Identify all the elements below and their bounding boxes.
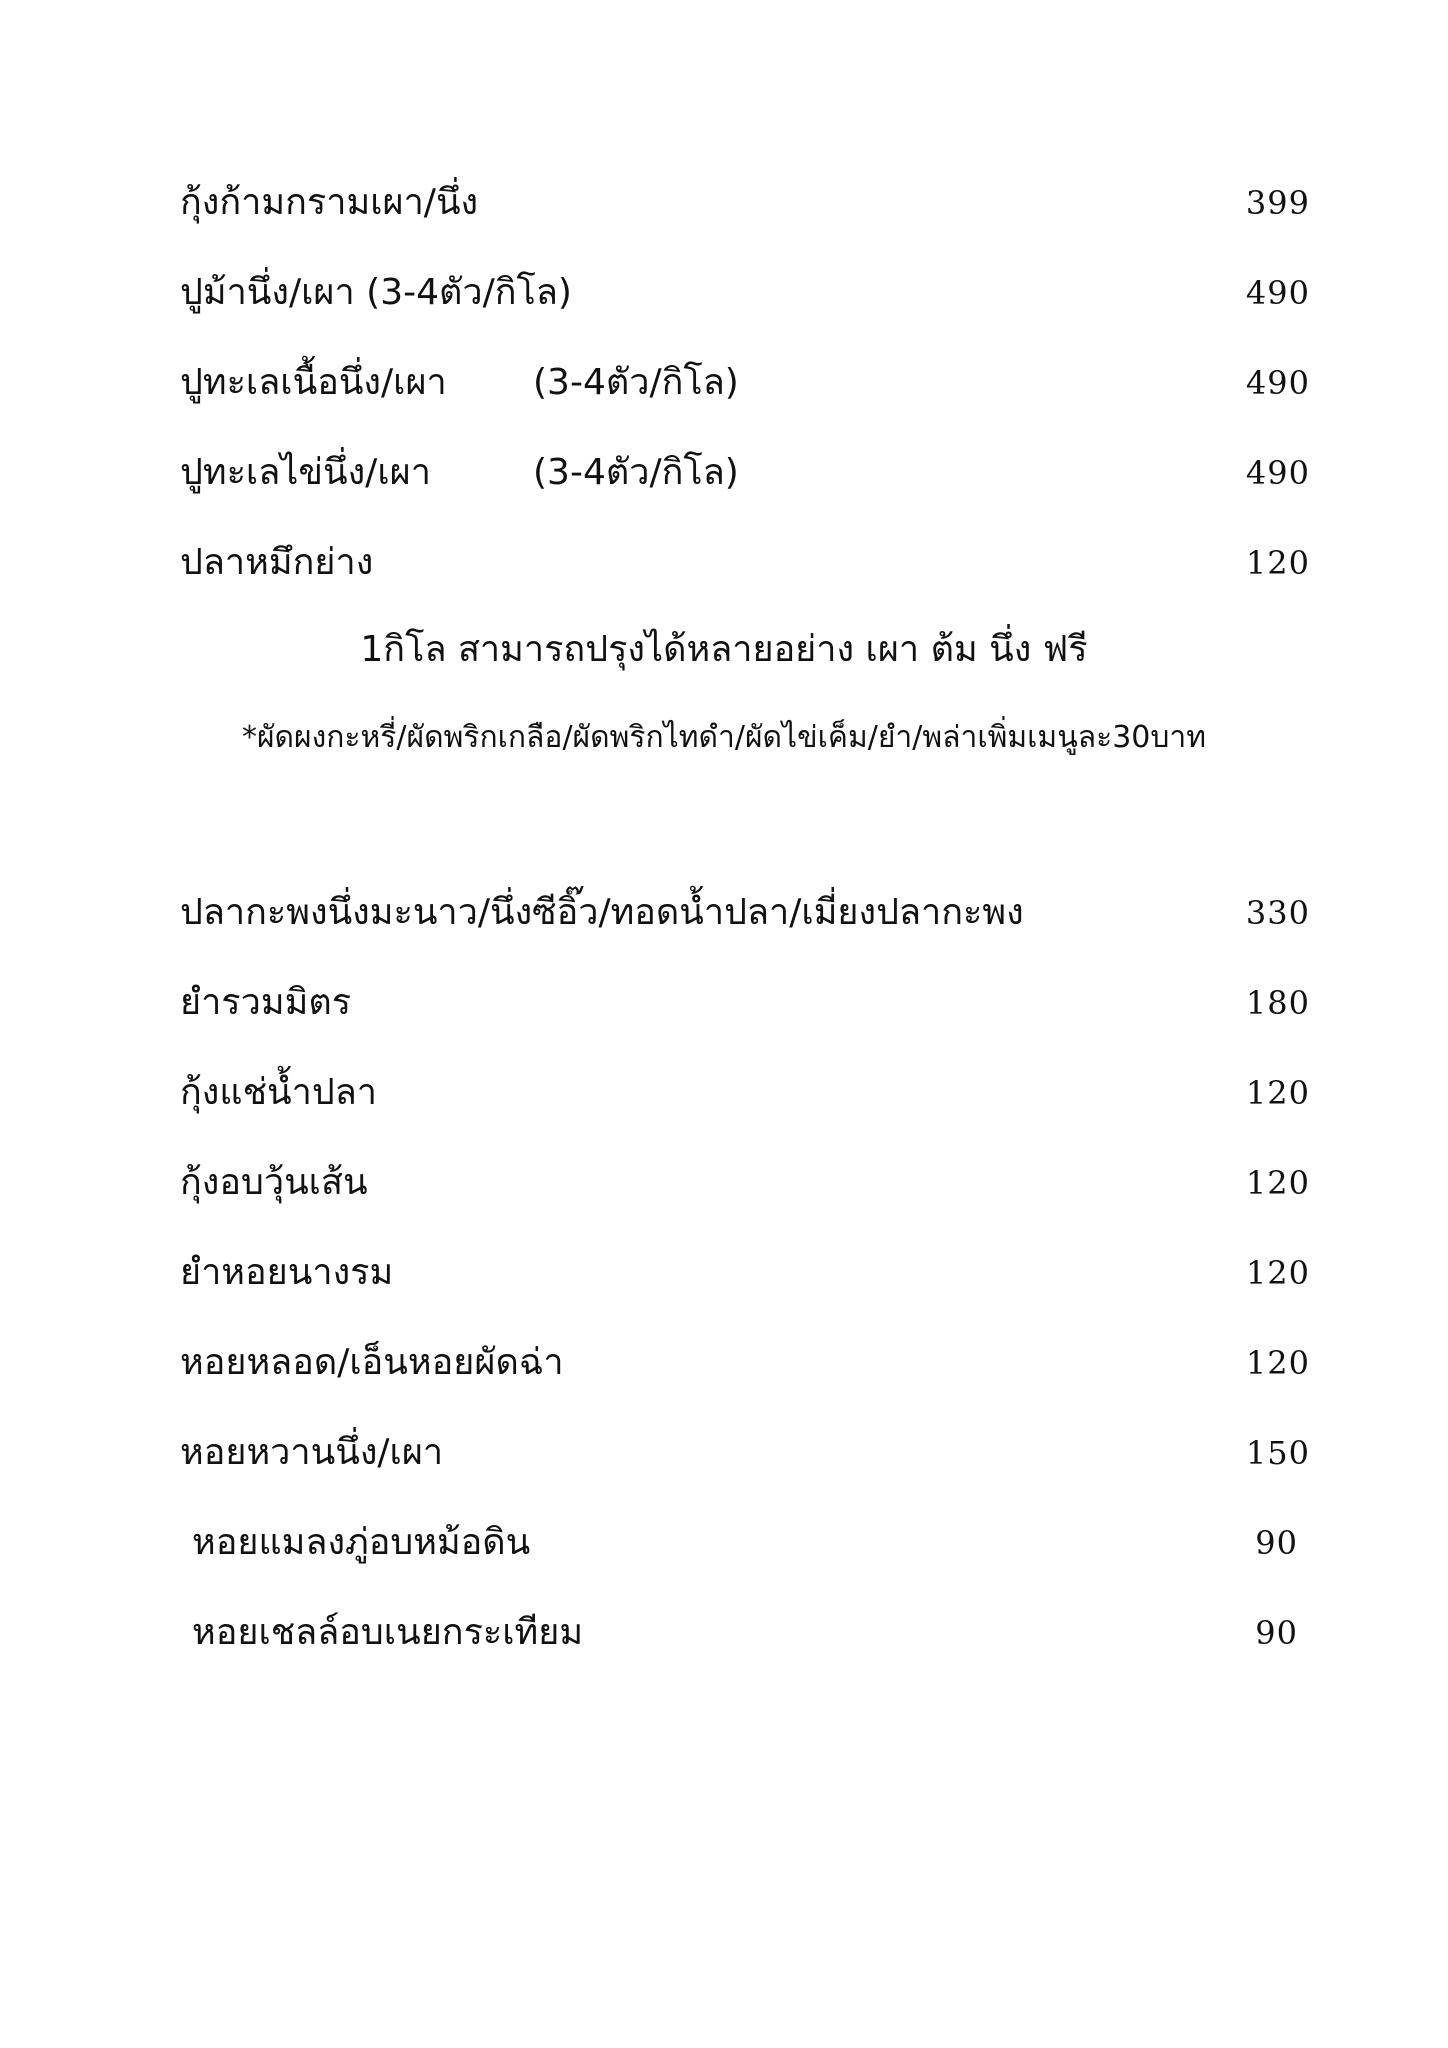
menu-item: [180, 973, 1310, 1033]
menu-item: [180, 1513, 1310, 1573]
menu-item: [180, 1423, 1310, 1483]
menu-item-price: 490: [1245, 274, 1310, 312]
menu-item-name: ปลาหมึกย่าง: [180, 542, 374, 583]
menu-item: [180, 263, 1310, 323]
menu-item: [180, 533, 1310, 593]
menu-item-price: 120: [1245, 1344, 1310, 1382]
menu-item: [180, 1333, 1310, 1393]
menu-item: [180, 1063, 1310, 1123]
menu-item-price: 120: [1245, 1074, 1310, 1112]
menu-item: [180, 1603, 1310, 1663]
menu-item: [180, 1153, 1310, 1213]
menu-item-name: ปูทะเลไข่นึ่ง/เผา: [180, 452, 431, 493]
menu-item-quantity: (3-4ตัว/กิโล): [533, 452, 739, 493]
extra-charge-note: *ผัดผงกะหรี่/ผัดพริกเกลือ/ผัดพริกไทดำ/ผัดไข่เค็ม/ยำ/พล่าเพิ่มเมนูละ30บาท: [241, 720, 1207, 755]
menu-item-name: กุ้งก้ามกรามเผา/นึ่ง: [180, 182, 479, 223]
menu-item-price: 90: [1255, 1614, 1298, 1652]
menu-item-name: ปลากะพงนึ่งมะนาว/นึ่งซีอิ๊ว/ทอดน้ำปลา/เมี่ยงปลากะพง: [180, 892, 1024, 933]
menu-item: [180, 353, 1310, 413]
menu-item-name: ปูม้านึ่ง/เผา (3-4ตัว/กิโล): [180, 272, 572, 313]
menu-item-price: 490: [1245, 364, 1310, 402]
menu-item: [180, 883, 1310, 943]
menu-item-quantity: (3-4ตัว/กิโล): [533, 362, 739, 403]
menu-item-price: 399: [1245, 184, 1310, 222]
menu-item-name: หอยหลอด/เอ็นหอยผัดฉ่า: [180, 1342, 564, 1383]
menu-item-price: 120: [1245, 544, 1310, 582]
menu-item-name: กุ้งแช่น้ำปลา: [180, 1072, 377, 1113]
menu-item-name: กุ้งอบวุ้นเส้น: [180, 1162, 368, 1203]
free-cooking-note: 1กิโล สามารถปรุงได้หลายอย่าง เผา ต้ม นึ่ง ฟรี: [360, 629, 1088, 670]
menu-item-price: 490: [1245, 454, 1310, 492]
menu-item-price: 120: [1245, 1254, 1310, 1292]
menu-item: [180, 173, 1310, 233]
menu-item-name: หอยเชลล์อบเนยกระเทียม: [192, 1612, 584, 1653]
menu-item-name: หอยแมลงภู่อบหม้อดิน: [192, 1522, 531, 1563]
menu-item-name: หอยหวานนึ่ง/เผา: [180, 1432, 444, 1473]
menu-item-name: ปูทะเลเนื้อนึ่ง/เผา: [180, 362, 447, 403]
menu-item-name: ยำรวมมิตร: [180, 982, 352, 1023]
menu-item-price: 180: [1245, 984, 1310, 1022]
menu-item-price: 120: [1245, 1164, 1310, 1202]
menu-item-name: ยำหอยนางรม: [180, 1252, 394, 1293]
menu-item-price: 330: [1245, 894, 1310, 932]
menu-item: [180, 1243, 1310, 1303]
menu-item-price: 90: [1255, 1524, 1298, 1562]
menu-item-price: 150: [1245, 1434, 1310, 1472]
menu-item: [180, 443, 1310, 503]
